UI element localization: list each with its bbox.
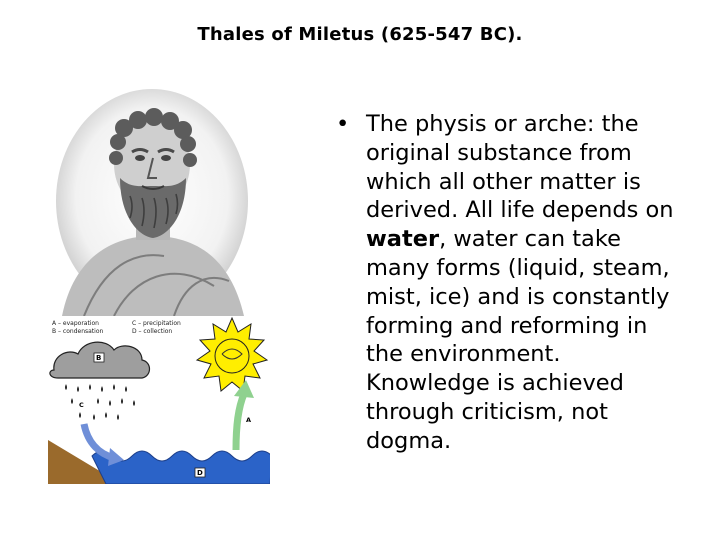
bullet-item xyxy=(336,110,686,456)
thales-portrait xyxy=(54,86,250,316)
sun-icon xyxy=(197,318,267,391)
legend-condensation: B – condensation xyxy=(52,328,104,335)
legend-collection: D – collection xyxy=(132,328,173,335)
label-a: A xyxy=(246,416,252,424)
bullet-text-after: , water can take many forms (liquid, steam, mist, ice) and is constantly forming and reforming in the environment. Knowledge is achieved through criticism, not dogma. xyxy=(366,226,670,454)
legend-evaporation: A – evaporation xyxy=(52,320,99,327)
water-cycle-diagram xyxy=(48,316,270,484)
legend-precipitation: C – precipitation xyxy=(132,320,181,327)
bullet-list xyxy=(336,110,686,456)
bullet-text-before: The physis or arche: the original substance from which all other matter is derived. All life depends on xyxy=(366,111,674,224)
label-c: C xyxy=(79,401,84,409)
bullet-symbol: • xyxy=(336,111,350,137)
slide-title: Thales of Miletus (625-547 BC). xyxy=(197,24,523,45)
label-b: B xyxy=(96,354,102,362)
label-d: D xyxy=(197,469,203,477)
bullet-emphasis-water: water xyxy=(366,226,440,253)
evaporation-arrow xyxy=(236,394,244,450)
rain-drops xyxy=(65,384,135,420)
